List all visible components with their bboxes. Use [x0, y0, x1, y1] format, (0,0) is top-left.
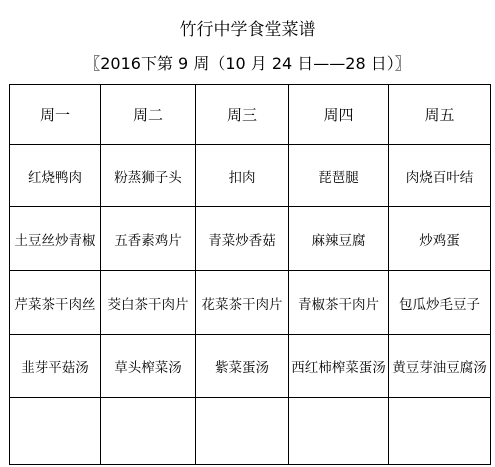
dish-cell: 琵琶腿 — [289, 145, 389, 207]
dish-cell: 红烧鸭肉 — [10, 145, 101, 207]
dish-cell: 炒鸡蛋 — [389, 207, 491, 271]
dish-cell: 花菜茶干肉片 — [196, 271, 289, 335]
day-header: 周三 — [196, 85, 289, 145]
table-row — [10, 271, 491, 335]
day-header: 周一 — [10, 85, 101, 145]
dish-cell: 紫菜蛋汤 — [196, 335, 289, 398]
menu-table — [9, 84, 491, 465]
table-row — [10, 335, 491, 398]
dish-cell: 韭芽平菇汤 — [10, 335, 101, 398]
table-row — [10, 207, 491, 271]
empty-cell — [10, 398, 101, 465]
dish-cell: 麻辣豆腐 — [289, 207, 389, 271]
dish-cell: 扣肉 — [196, 145, 289, 207]
dish-cell: 西红柿榨菜蛋汤 — [289, 335, 389, 398]
header-row — [10, 85, 491, 145]
empty-cell — [389, 398, 491, 465]
dish-cell: 土豆丝炒青椒 — [10, 207, 101, 271]
day-header: 周四 — [289, 85, 389, 145]
week-range: 〖2016下第 9 周（10 月 24 日——28 日）〗 — [84, 54, 411, 73]
day-header: 周二 — [101, 85, 196, 145]
dish-cell: 茭白茶干肉片 — [101, 271, 196, 335]
empty-cell — [196, 398, 289, 465]
dish-cell: 草头榨菜汤 — [101, 335, 196, 398]
dish-cell: 青椒茶干肉片 — [289, 271, 389, 335]
day-header: 周五 — [389, 85, 491, 145]
empty-cell — [289, 398, 389, 465]
dish-cell: 肉烧百叶结 — [389, 145, 491, 207]
dish-cell: 五香素鸡片 — [101, 207, 196, 271]
dish-cell: 芹菜茶干肉丝 — [10, 271, 101, 335]
dish-cell: 黄豆芽油豆腐汤 — [389, 335, 491, 398]
empty-cell — [101, 398, 196, 465]
table-row — [10, 398, 491, 465]
dish-cell: 包瓜炒毛豆子 — [389, 271, 491, 335]
dish-cell: 粉蒸狮子头 — [101, 145, 196, 207]
page-title: 竹行中学食堂菜谱 — [179, 20, 316, 40]
dish-cell: 青菜炒香菇 — [196, 207, 289, 271]
table-row — [10, 145, 491, 207]
